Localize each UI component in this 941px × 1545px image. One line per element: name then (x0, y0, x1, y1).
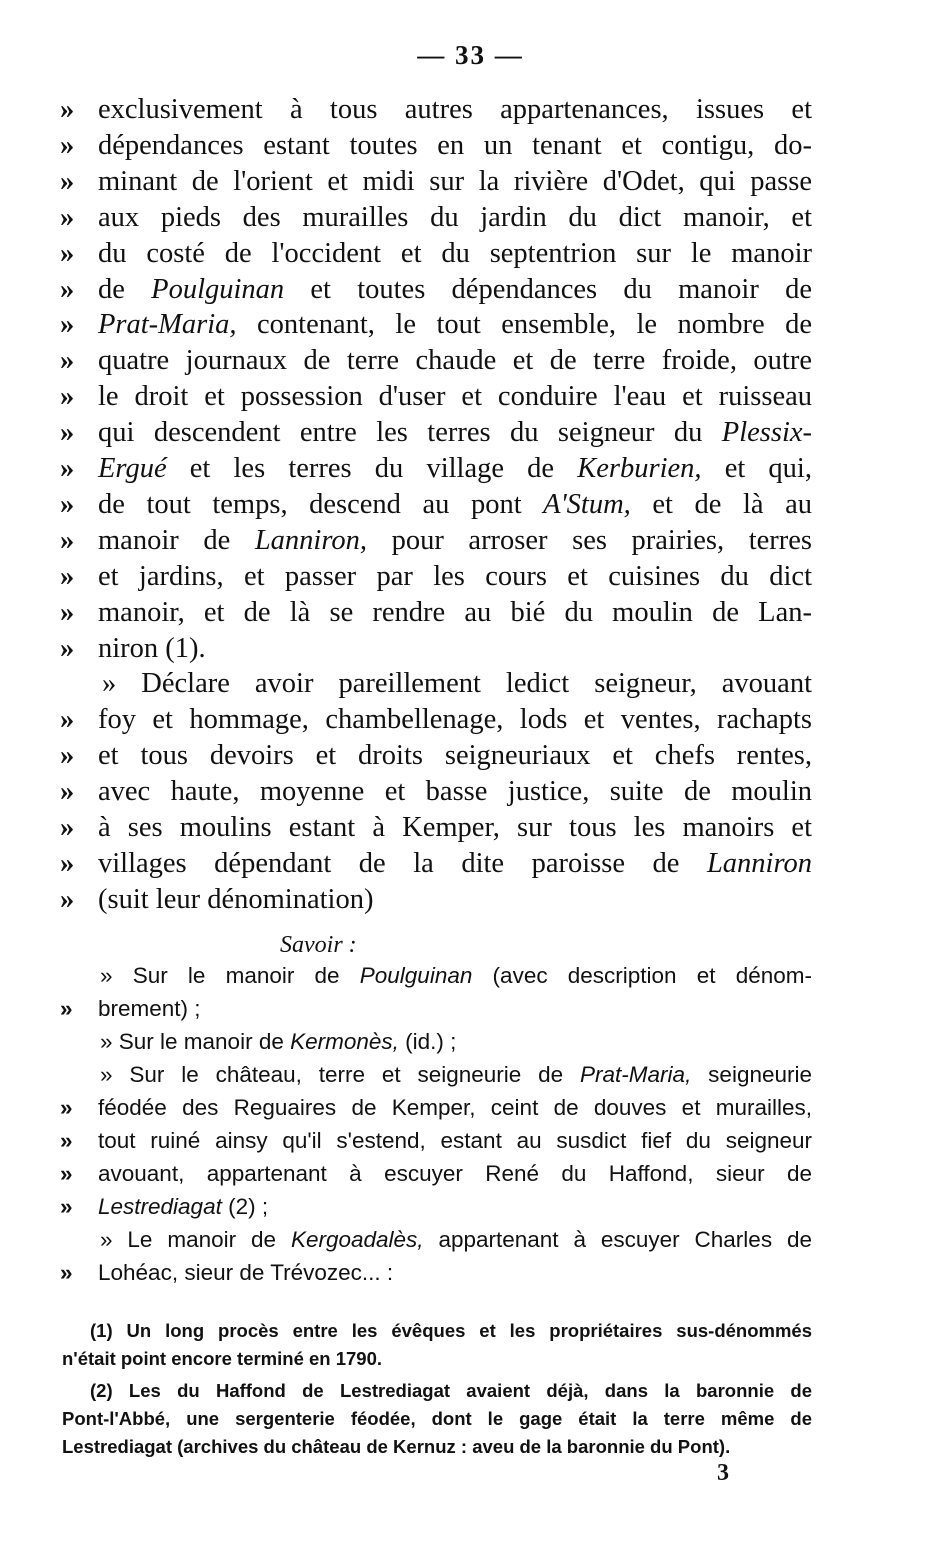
text-run: manoir de (98, 524, 255, 556)
quote-mark: » (60, 632, 75, 664)
quote-mark: » (60, 345, 75, 377)
line-text: niron (1). (98, 632, 206, 664)
italic-name: Poulguinan (359, 963, 473, 988)
line-text (98, 487, 812, 523)
text-line (60, 523, 812, 559)
italic-name: Kergoadalès, (290, 1227, 424, 1252)
page-number: — 33 — (417, 40, 524, 70)
text-line (60, 595, 812, 631)
enumeration-line (60, 1124, 812, 1157)
text-run: et de là au (630, 488, 812, 520)
quote-mark: » (60, 129, 75, 161)
text-line (60, 164, 812, 200)
text-line (60, 738, 812, 774)
line-text: et tous devoirs et droits seigneuriaux et chefs rentes, (98, 740, 812, 772)
line-text: aux pieds des murailles du jardin du dict manoir, et (98, 201, 812, 233)
line-text (98, 451, 812, 487)
text-line (60, 559, 812, 595)
line-text (100, 1058, 812, 1091)
italic-name: Lestrediagat (98, 1194, 222, 1219)
text-line (60, 379, 812, 415)
quote-mark: » (60, 453, 75, 484)
quote-mark: » (60, 237, 75, 269)
text-run: » Sur le manoir de (100, 1029, 291, 1054)
quote-mark: » (60, 1161, 73, 1186)
line-text: » Déclare avoir pareillement ledict seigneur, avouant (102, 668, 812, 700)
line-text: le droit et possession d'user et conduire l'eau et ruisseau (98, 381, 812, 413)
quote-mark: » (60, 776, 75, 808)
text-run: de (98, 273, 152, 305)
quote-mark: » (60, 488, 75, 520)
italic-name: Kerburien, (577, 453, 702, 484)
text-run: et toutes dépendances du manoir de (284, 273, 812, 305)
line-text: du costé de l'occident et du septentrion sur le manoir (98, 237, 812, 269)
line-text: dépendances estant toutes en un tenant et contigu, do- (98, 129, 812, 161)
text-run: » Le manoir de (100, 1227, 291, 1252)
quote-mark: » (60, 1260, 73, 1285)
line-text: féodée des Reguaires de Kemper, ceint de douves et murailles, (98, 1095, 812, 1120)
line-text: (suit leur dénomination) (98, 883, 374, 915)
savoir-heading: Savoir : (280, 932, 357, 958)
text-run: villages dépendant de la dite paroisse de (98, 847, 707, 879)
footnote-line: (1) Un long procès entre les évêques et les propriétaires sus-dénommés (90, 1320, 812, 1341)
italic-name: Lanniron, (254, 524, 367, 556)
line-text: manoir, et de là se rendre au bié du moulin de Lan- (98, 596, 812, 628)
line-text (98, 1190, 812, 1223)
text-run: et qui, (701, 453, 812, 484)
line-text: foy et hommage, chambellenage, lods et ventes, rachapts (98, 704, 812, 736)
italic-name: Prat-Maria, (580, 1062, 692, 1087)
text-line (60, 666, 812, 702)
quote-mark: » (60, 417, 75, 449)
text-line (60, 415, 812, 451)
footnote-line: Lestrediagat (archives du château de Kernuz : aveu de la baronnie du Pont). (62, 1436, 731, 1457)
enumeration-line (60, 1025, 812, 1058)
quote-mark: » (60, 273, 75, 305)
text-run: contenant, le tout ensemble, le nombre de (236, 309, 812, 341)
text-line (60, 451, 812, 487)
italic-name: Ergué (98, 453, 167, 484)
line-text: minant de l'orient et midi sur la rivière d'Odet, qui passe (98, 165, 812, 197)
quote-mark: » (60, 847, 75, 879)
italic-name: Kermonès, (290, 1029, 399, 1054)
line-text (100, 1025, 812, 1058)
footnote-line: (2) Les du Haffond de Lestrediagat avaient déjà, dans la baronnie de (90, 1380, 812, 1401)
italic-name: Prat-Maria, (98, 309, 237, 341)
text-run: » Sur le manoir de (100, 963, 360, 988)
quote-mark: » (60, 996, 73, 1021)
italic-name: Lanniron (706, 847, 812, 879)
quote-mark: » (60, 165, 75, 197)
quote-mark: » (60, 309, 75, 341)
text-line (60, 487, 812, 523)
enumeration-line (60, 1223, 812, 1256)
line-text: et jardins, et passer par les cours et cuisines du dict (98, 560, 812, 592)
text-line (60, 774, 812, 810)
line-text (100, 959, 812, 992)
quote-mark: » (60, 1128, 73, 1153)
text-run: (avec description et dénom- (472, 963, 812, 988)
enumeration-line (60, 1157, 812, 1190)
text-line (60, 307, 812, 343)
text-run: (id.) ; (398, 1029, 457, 1054)
text-line (60, 631, 812, 667)
line-text: avec haute, moyenne et basse justice, suite de moulin (98, 776, 812, 808)
italic-name: A'Stum, (543, 488, 631, 520)
quote-mark: » (60, 883, 75, 915)
enumeration-line (60, 1091, 812, 1124)
quote-mark: » (60, 740, 75, 772)
text-line (60, 343, 812, 379)
text-run: qui descendent entre les terres du seigneur du (98, 417, 722, 449)
text-line (60, 92, 812, 128)
quote-mark: » (60, 94, 75, 125)
text-run: de tout temps, descend au pont (98, 488, 544, 520)
quote-mark: » (60, 1194, 73, 1219)
text-run: appartenant à escuyer Charles de (423, 1227, 812, 1252)
signature-mark: 3 (717, 1460, 729, 1486)
italic-name: Plessix- (721, 417, 812, 449)
quote-mark: » (60, 381, 75, 413)
enumeration-line (60, 959, 812, 992)
footnote-line: n'était point encore terminé en 1790. (62, 1348, 383, 1369)
quote-mark: » (60, 812, 75, 843)
line-text (98, 307, 812, 343)
line-text: avouant, appartenant à escuyer René du Haffond, sieur de (98, 1161, 812, 1186)
quote-mark: » (60, 596, 75, 628)
line-text (100, 1223, 812, 1256)
line-text (98, 846, 812, 882)
line-text: quatre journaux de terre chaude et de terre froide, outre (98, 345, 812, 377)
text-line (60, 236, 812, 272)
text-run: et les terres du village de (166, 453, 578, 484)
text-line (60, 200, 812, 236)
enumeration-line (60, 1256, 812, 1289)
text-line (60, 128, 812, 164)
quote-mark: » (60, 524, 75, 556)
line-text (98, 415, 812, 451)
enumeration-line (60, 1058, 812, 1091)
line-text: à ses moulins estant à Kemper, sur tous les manoirs et (98, 812, 812, 843)
quote-mark: » (60, 560, 75, 592)
quote-mark: » (60, 1095, 73, 1120)
enumeration-line (60, 992, 812, 1025)
text-line (60, 846, 812, 882)
text-run: (2) ; (221, 1194, 269, 1219)
text-run: seigneurie (691, 1062, 812, 1087)
text-line (60, 882, 812, 918)
text-run: pour arroser ses prairies, terres (367, 524, 812, 556)
line-text (98, 272, 812, 308)
line-text: tout ruiné ainsy qu'il s'estend, estant au susdict fief du seigneur (98, 1128, 812, 1153)
line-text: exclusivement à tous autres appartenances, issues et (98, 94, 812, 125)
quote-mark: » (60, 704, 75, 736)
enumeration-line (60, 1190, 812, 1223)
text-line (60, 272, 812, 308)
quote-mark: » (60, 201, 75, 233)
italic-name: Poulguinan (151, 273, 285, 305)
text-run: » Sur le château, terre et seigneurie de (100, 1062, 581, 1087)
line-text: brement) ; (98, 996, 201, 1021)
line-text (98, 523, 812, 559)
text-line (60, 810, 812, 846)
line-text: Lohéac, sieur de Trévozec... : (98, 1260, 394, 1285)
text-line (60, 702, 812, 738)
footnote-line: Pont-l'Abbé, une sergenterie féodée, dont le gage était la terre même de (62, 1408, 812, 1429)
